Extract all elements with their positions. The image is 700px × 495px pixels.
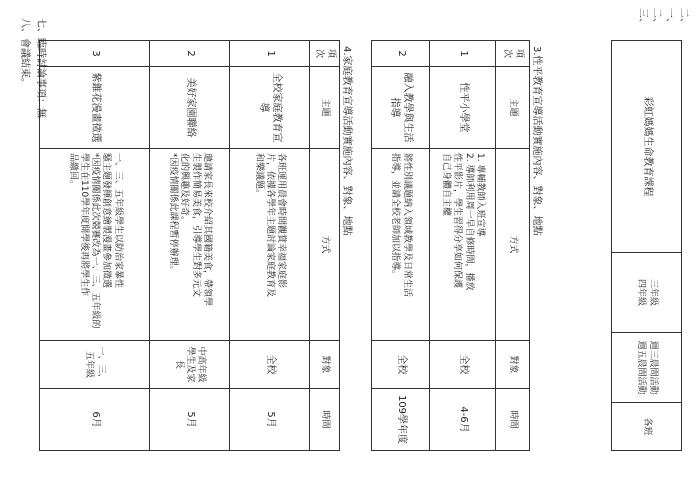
row-topic: 性平小學堂 [430, 67, 496, 149]
program-title-cell: 彩虹媽媽生命教育課程 [612, 41, 682, 253]
method-line: *因疫情關係此課程暫停辦理。 [168, 153, 179, 275]
row-method [372, 149, 430, 341]
row-topic: 美好家園聯絡 [150, 67, 230, 149]
s4-header-topic: 主題 [310, 67, 340, 149]
method-line: 生製作簡易美食，引導學生對多元文 [190, 153, 201, 298]
row-target: 全校 [230, 341, 310, 389]
s4-header-target: 對象 [310, 341, 340, 389]
footer-line7: 七、臨時討論事項：無 [35, 18, 46, 118]
s3-header-time: 時間 [496, 389, 530, 451]
row-method [430, 149, 496, 341]
row-method [40, 149, 150, 341]
table-row [150, 41, 230, 451]
row-no: 2 [372, 41, 430, 67]
s3-header-target: 對象 [496, 341, 530, 389]
row-time: 6月 [40, 389, 150, 451]
method-line: 一、三、五年級學生以防治家暴性 [112, 153, 123, 289]
table-row [430, 41, 496, 451]
family-education-table [39, 40, 340, 451]
method-line: 1. 專輔教師入班宣導 [475, 153, 485, 237]
row-topic: 全校家庭教育宣導 [230, 67, 310, 149]
top-number-list [636, 8, 690, 28]
method-line: 各班運用晨會時間觀賞幸福家庭影 [276, 153, 287, 289]
method-line: 性平影片，學生習得分享如何保護 [452, 153, 463, 289]
table-row [372, 41, 430, 451]
row-no: 3 [40, 41, 150, 67]
top-list-item: 三、 [637, 8, 649, 28]
row-no: 1 [430, 41, 496, 67]
row-target: 全校 [430, 341, 496, 389]
s3-header-no: 項次 [496, 41, 530, 67]
program-grade-cell: 三年級 四年級 [612, 253, 682, 333]
method-line: 學生在110學年度開學後再將學生作 [78, 153, 89, 297]
gender-education-table [371, 40, 530, 451]
method-line: 將性別議題納入領域教學及日常生活 [401, 153, 412, 298]
row-no: 1 [230, 41, 310, 67]
top-list-item: 二、 [651, 8, 662, 28]
s3-header-topic: 主題 [496, 67, 530, 149]
row-target: 中高年級學生及家長 [150, 341, 230, 389]
table-row [230, 41, 310, 451]
s4-header-method: 方式 [310, 149, 340, 341]
program-unit-cell: 各班 [612, 403, 682, 451]
row-time: 5月 [150, 389, 230, 451]
section4-heading: 4.家庭教育宣導活動實施內容、對象、地點 [341, 46, 352, 236]
method-line: 品繳回。 [67, 153, 78, 190]
method-line: 片，依據各學年主題討論家庭教育及 [265, 153, 276, 298]
row-method [230, 149, 310, 341]
s4-header-no: 項次 [310, 41, 340, 67]
top-list-item: 二、 [678, 8, 689, 28]
method-line: 2. 導師利用周一早自修時間，播放 [463, 153, 474, 291]
top-list-item: 一、 [664, 8, 676, 28]
program-table [611, 40, 682, 451]
row-topic: 融入教學與生活指導 [372, 67, 430, 149]
row-time: 5月 [230, 389, 310, 451]
row-target: 全校 [372, 341, 430, 389]
section3-heading: 3.性平教育宣導活動實施內容、對象、地點 [531, 46, 542, 236]
row-time: 4-6月 [430, 389, 496, 451]
method-line: 邀請家長來校介紹其國籍美食，帶領學 [202, 153, 212, 307]
row-time: 109學年度 [372, 389, 430, 451]
method-line: 化的興趣及好奇。 [179, 153, 190, 226]
table-row [40, 41, 150, 451]
method-line: 騷主題發揮創意繪製漫畫參加徵選 [101, 153, 112, 289]
program-time-cell: 週三晨間活動 週五晨間活動 [612, 333, 682, 403]
row-topic: 紫錐花漫畫徵選 [40, 67, 150, 149]
s3-header-method: 方式 [496, 149, 530, 341]
footer-line8: 八、會議結束。 [19, 18, 30, 88]
row-no: 2 [150, 41, 230, 67]
method-line: 和樂議題。 [253, 153, 264, 199]
method-line: 指導，並請全校老師加以指導。 [390, 153, 401, 280]
method-line: 自己身體自主權 [441, 153, 452, 217]
method-line: *因疫情關係此次競賽改為一、三、五年級的 [90, 153, 101, 329]
row-method [150, 149, 230, 341]
s4-header-time: 時間 [310, 389, 340, 451]
row-target: 一、三、五年級 [40, 341, 150, 389]
